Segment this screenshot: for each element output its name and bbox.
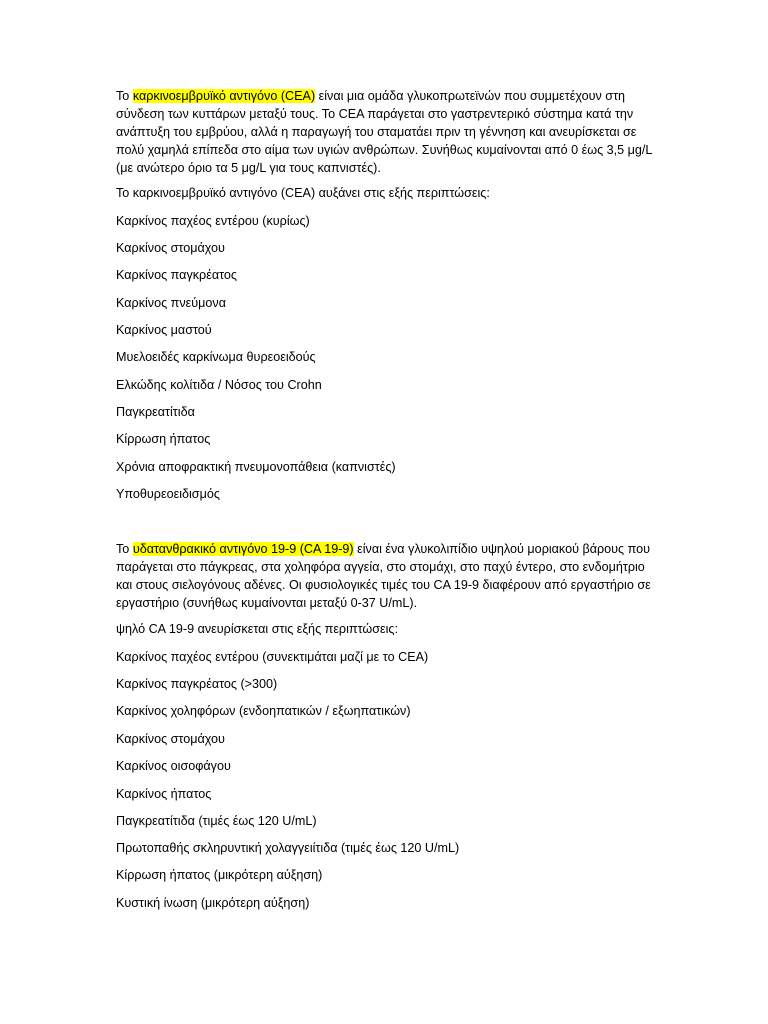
- ca199-list-item: Καρκίνος οισοφάγου: [116, 759, 231, 773]
- cea-lead-text: Το καρκινοεμβρυϊκό αντιγόνο (CEA) αυξάνει στις εξής περιπτώσεις:: [116, 186, 490, 200]
- ca199-list-item: Κυστική ίνωση (μικρότερη αύξηση): [116, 896, 310, 910]
- cea-intro-rest: είναι μια ομάδα γλυκοπρωτεϊνών που συμμετέχουν στη σύνδεση των κυττάρων μεταξύ τους. Το CEA παράγεται στο γαστρεντερικό σύστημα κατά την ανάπτυξη του εμβρύου, αλλά η παραγωγή του σταματάει πριν τη γέννηση και ανευρίσκεται σε πολύ χαμηλά επίπεδα στο αίμα των υγιών ανθρώπων. Συνήθως κυμαίνονται από 0 έως 3,5 μg/L (με ανώτερο όριο τα 5 μg/L για τους καπνιστές).: [116, 89, 652, 175]
- ca199-list-item: Καρκίνος παχέος εντέρου (συνεκτιμάται μαζί με το CEA): [116, 650, 429, 664]
- cea-list-item: Καρκίνος πνεύμονα: [116, 296, 226, 310]
- cea-list-item: Χρόνια αποφρακτική πνευμονοπάθεια (καπνιστές): [116, 460, 396, 474]
- cea-list-item: Καρκίνος στομάχου: [116, 241, 225, 255]
- ca199-list-item: Καρκίνος ήπατος: [116, 787, 212, 801]
- ca199-intro-prefix: Το: [116, 542, 133, 556]
- ca199-list-item: Παγκρεατίτιδα (τιμές έως 120 U/mL): [116, 814, 317, 828]
- ca199-highlighted-term: υδατανθρακικό αντιγόνο 19-9 (CA 19-9): [132, 542, 354, 556]
- cea-list-item: Μυελοειδές καρκίνωμα θυρεοειδούς: [116, 350, 316, 364]
- cea-intro-paragraph: [116, 87, 656, 177]
- cea-highlighted-term: καρκινοεμβρυϊκό αντιγόνο (CEA): [132, 89, 316, 103]
- cea-list-item: Κίρρωση ήπατος: [116, 432, 211, 446]
- cea-list-item: Υποθυρεοειδισμός: [116, 487, 220, 501]
- ca199-intro-rest: είναι ένα γλυκολιπίδιο υψηλού μοριακού βάρους που παράγεται στο πάγκρεας, στα χοληφόρα αγγεία, στο στομάχι, στο παχύ έντερο, στο ενδομήτριο και στους σιελογόνους αδένες. Οι φυσιολογικές τιμές του CA 19-9 διαφέρουν από εργαστήριο σε εργαστήριο (συνήθως κυμαίνονται μεταξύ 0-37 U/mL).: [116, 542, 651, 610]
- cea-list-item: Παγκρεατίτιδα: [116, 405, 195, 419]
- cea-list-item: Καρκίνος παγκρέατος: [116, 268, 237, 282]
- ca199-list-item: Καρκίνος χοληφόρων (ενδοηπατικών / εξωηπατικών): [116, 704, 411, 718]
- ca199-intro-paragraph: [116, 540, 656, 612]
- ca199-list-item: Κίρρωση ήπατος (μικρότερη αύξηση): [116, 868, 323, 882]
- ca199-list-item: Καρκίνος παγκρέατος (>300): [116, 677, 278, 691]
- cea-list-item: Ελκώδης κολίτιδα / Νόσος του Crohn: [116, 378, 322, 392]
- cea-list-item: Καρκίνος παχέος εντέρου (κυρίως): [116, 214, 310, 228]
- ca199-list-item: Πρωτοπαθής σκληρυντική χολαγγειίτιδα (τιμές έως 120 U/mL): [116, 841, 460, 855]
- ca199-lead-text: ψηλό CA 19-9 ανευρίσκεται στις εξής περιπτώσεις:: [116, 622, 398, 636]
- cea-list-item: Καρκίνος μαστού: [116, 323, 212, 337]
- ca199-list-item: Καρκίνος στομάχου: [116, 732, 225, 746]
- cea-intro-prefix: Το: [116, 89, 133, 103]
